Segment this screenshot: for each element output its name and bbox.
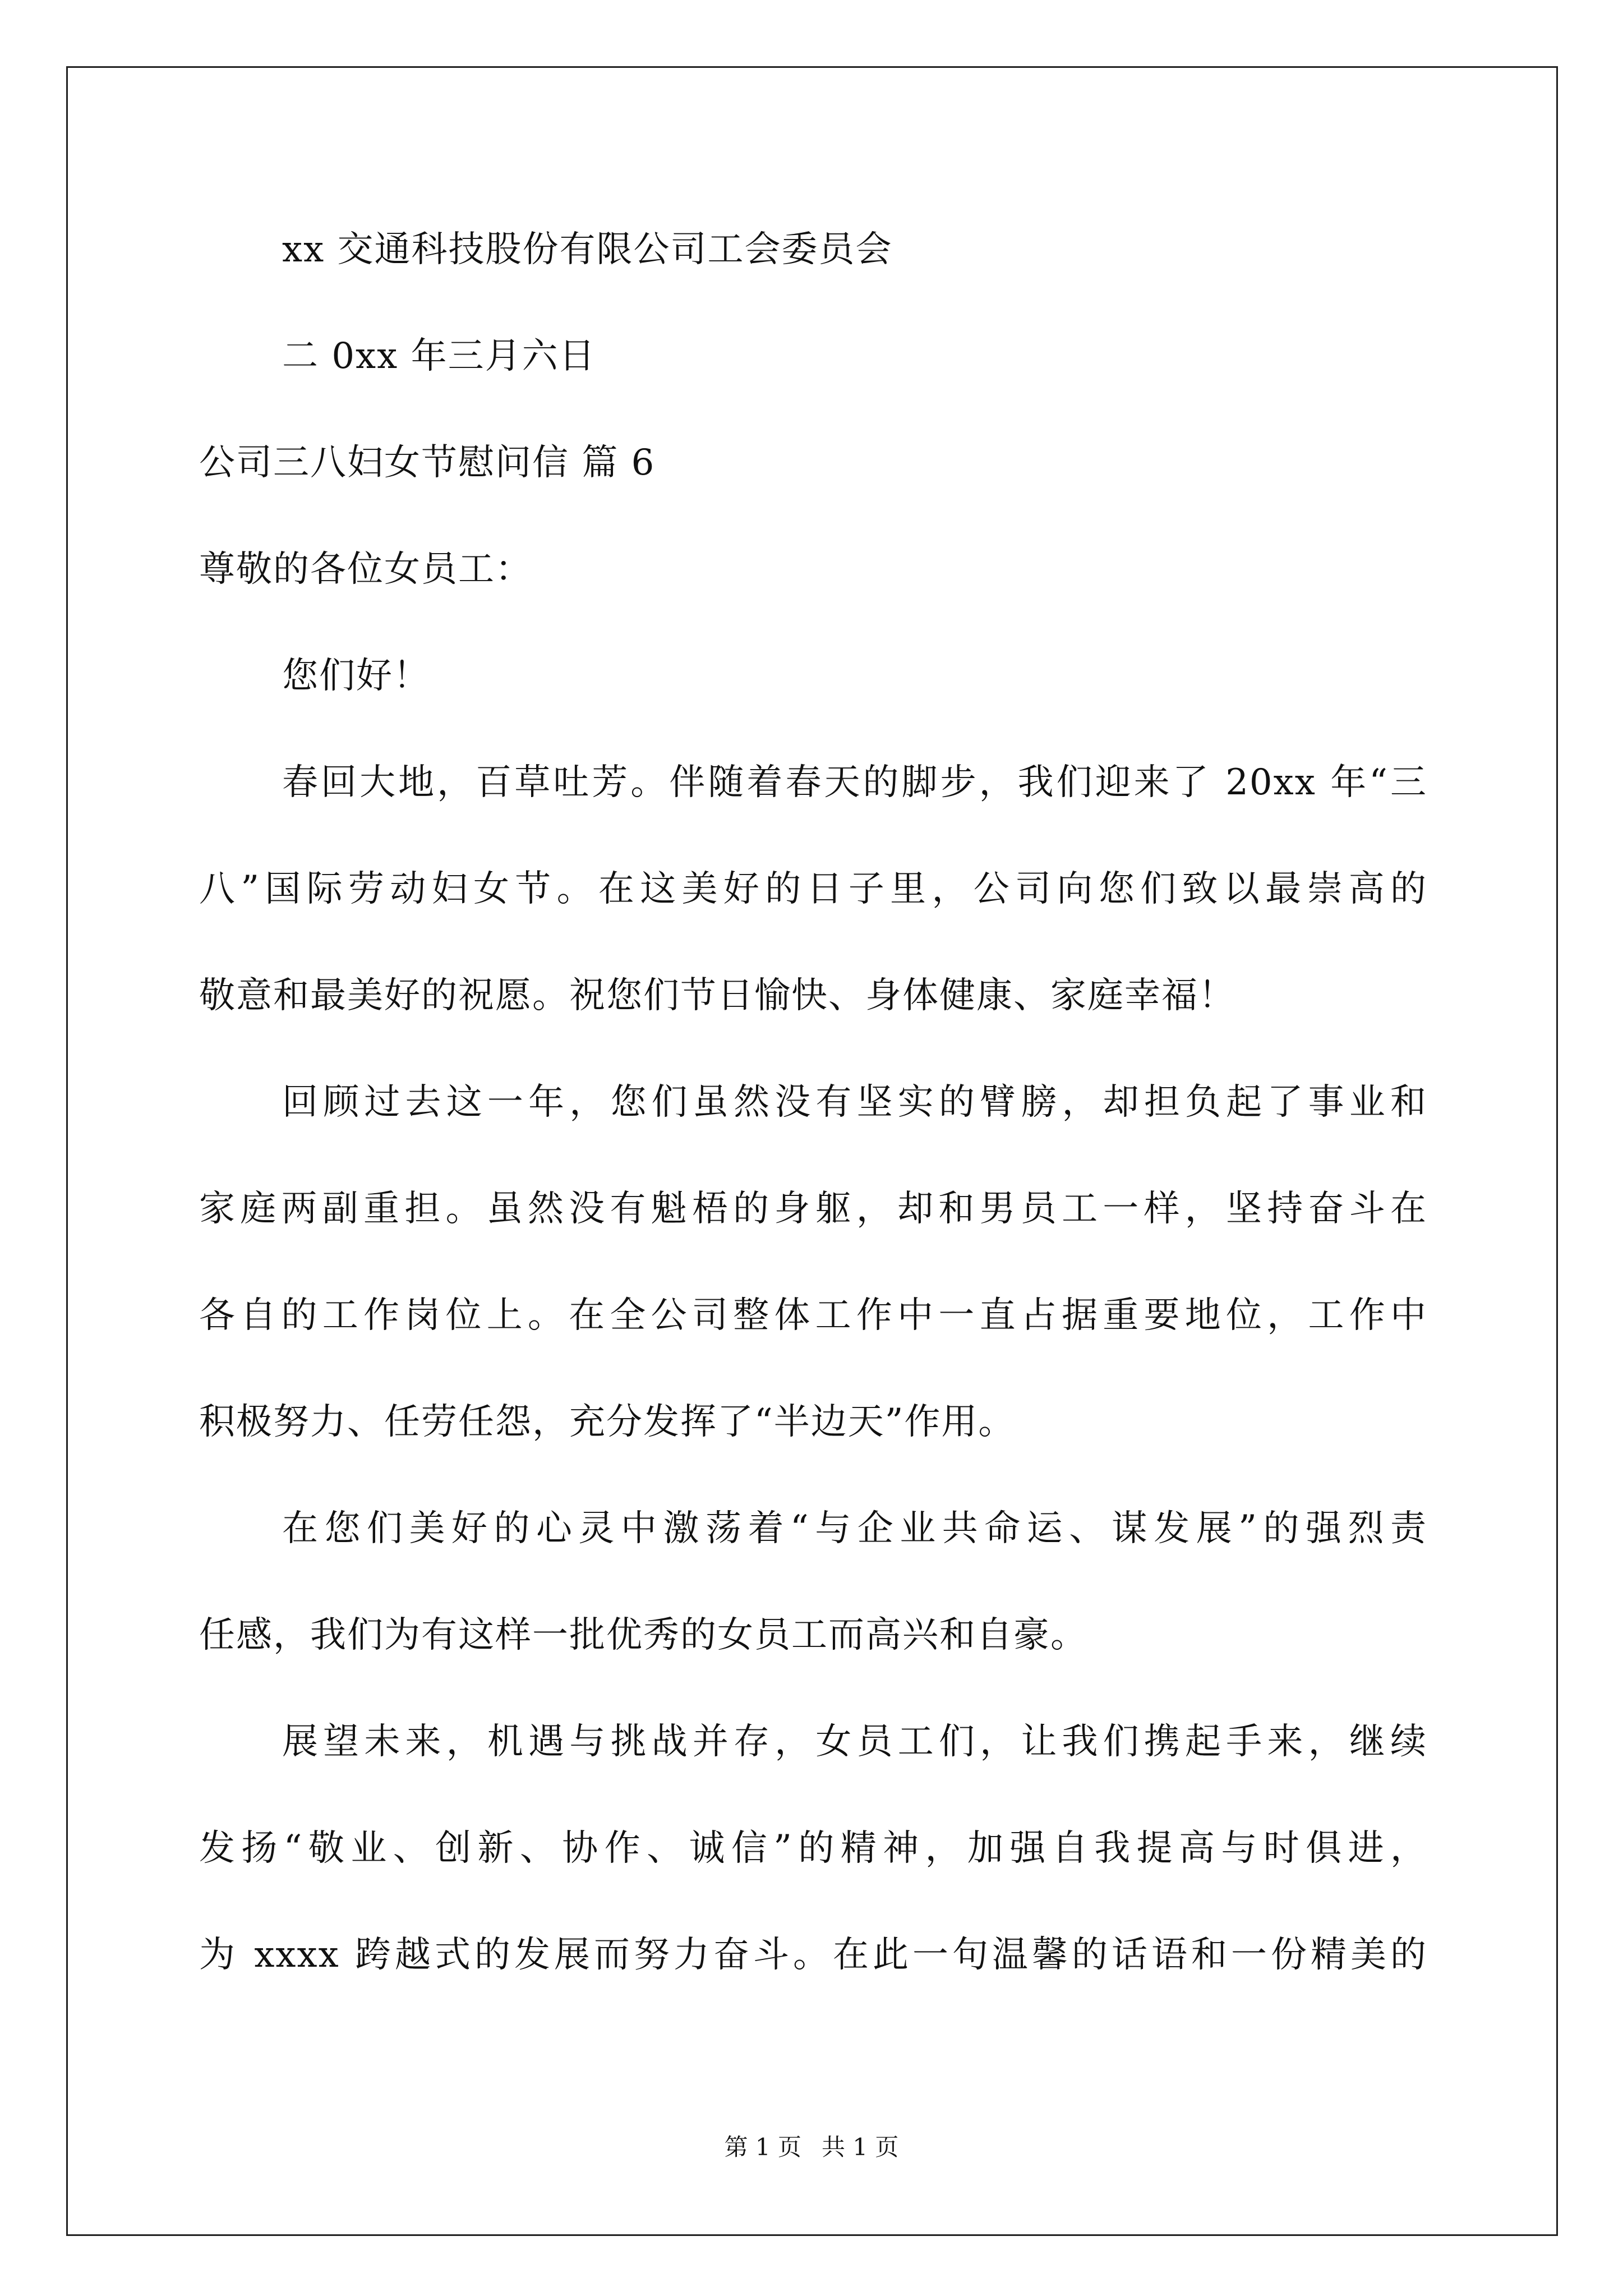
section-title: 公司三八妇女节慰问信 篇 6 [199, 442, 656, 484]
salutation: 尊敬的各位女员工： [199, 549, 532, 590]
greeting: 您们好！ [282, 655, 430, 697]
paragraph-2-line-4: 积极努力、任劳任怨，充分发挥了“半边天”作用。 [199, 1401, 1016, 1443]
paragraph-1-line-1: 春回大地，百草吐芳。伴随着春天的脚步，我们迎来了 20xx 年“三 [282, 762, 1427, 803]
org-line: xx 交通科技股份有限公司工会委员会 [282, 229, 893, 270]
paragraph-4-line-3: 为 xxxx 跨越式的发展而努力奋斗。在此一句温馨的话语和一份精美的 [199, 1934, 1427, 1976]
paragraph-4-line-2: 发扬“敬业、创新、协作、诚信”的精神，加强自我提高与时俱进， [199, 1828, 1427, 1869]
paragraph-2-line-2: 家庭两副重担。虽然没有魁梧的身躯，却和男员工一样，坚持奋斗在 [199, 1188, 1427, 1230]
page-number-current: 第 1 页 [724, 2133, 801, 2161]
paragraph-1-line-3: 敬意和最美好的祝愿。祝您们节日愉快、身体健康、家庭幸福！ [199, 975, 1235, 1016]
paragraph-3-line-2: 任感，我们为有这样一批优秀的女员工而高兴和自豪。 [199, 1614, 1087, 1656]
page-number-total: 共 1 页 [822, 2133, 899, 2161]
date-line: 二 0xx 年三月六日 [282, 335, 596, 377]
paragraph-1-line-2: 八”国际劳动妇女节。在这美好的日子里，公司向您们致以最崇高的 [199, 868, 1427, 910]
paragraph-3-line-1: 在您们美好的心灵中激荡着“与企业共命运、谋发展”的强烈责 [282, 1508, 1427, 1549]
page-border [66, 66, 1558, 2236]
paragraph-2-line-1: 回顾过去这一年，您们虽然没有坚实的臂膀，却担负起了事业和 [282, 1082, 1427, 1123]
page-footer [0, 2132, 1623, 2163]
paragraph-4-line-1: 展望未来，机遇与挑战并存，女员工们，让我们携起手来，继续 [282, 1721, 1427, 1763]
paragraph-2-line-3: 各自的工作岗位上。在全公司整体工作中一直占据重要地位，工作中 [199, 1295, 1427, 1336]
